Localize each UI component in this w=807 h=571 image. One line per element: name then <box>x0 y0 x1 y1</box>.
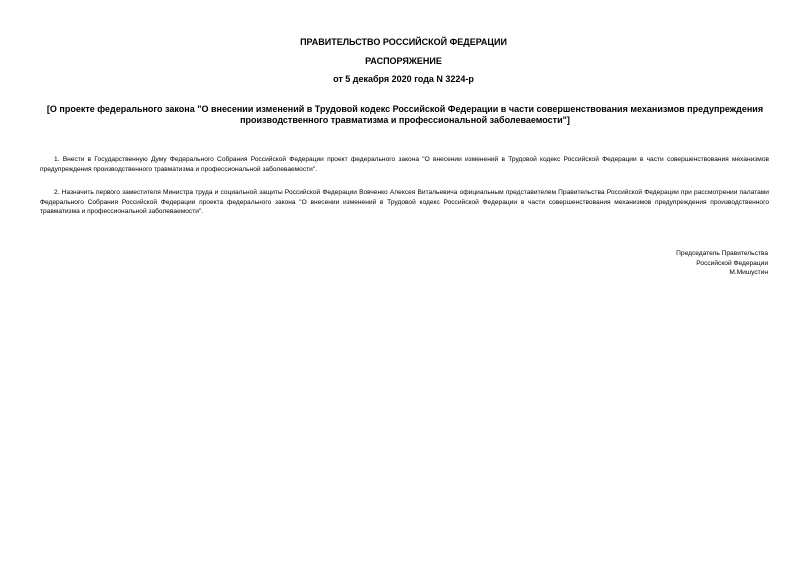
paragraph-1: 1. Внести в Государственную Думу Федерального Собрания Российской Федерации проект федерального закона "О внесении изменений в Трудовой кодекс Российской Федерации в части совершенствования механизмов предупреждения производственного травматизма и профессиональной заболеваемости". <box>40 156 769 173</box>
signatory-name: М.Мишустин <box>729 269 768 277</box>
signature-title-line-1: Председатель Правительства <box>676 250 768 257</box>
signature-block <box>676 249 768 278</box>
paragraph-2: 2. Назначить первого заместителя Министра труда и социальной защиты Российской Федерации Вовченко Алексея Витальевича официальным представителем Правительства Российской Федерации при рассмотрении палатами Федерального Собрания Российской Федерации проекта федерального закона "О внесении изменений в Трудовой кодекс Российской Федерации в части совершенствования механизмов предупреждения производственного травматизма и профессиональной заболеваемости". <box>40 189 769 216</box>
issuer-heading: ПРАВИТЕЛЬСТВО РОССИЙСКОЙ ФЕДЕРАЦИИ <box>300 37 507 47</box>
signature-title-line-2: Российской Федерации <box>696 259 768 267</box>
document-subject: [О проекте федерального закона "О внесении изменений в Трудовой кодекс Российской Федерации в части совершенствования механизмов предупреждения производственного травматизма и профессиональной заболеваемости"] <box>46 104 764 125</box>
document-type-heading: РАСПОРЯЖЕНИЕ <box>365 56 442 66</box>
date-number-heading: от 5 декабря 2020 года N 3224-р <box>333 74 474 84</box>
